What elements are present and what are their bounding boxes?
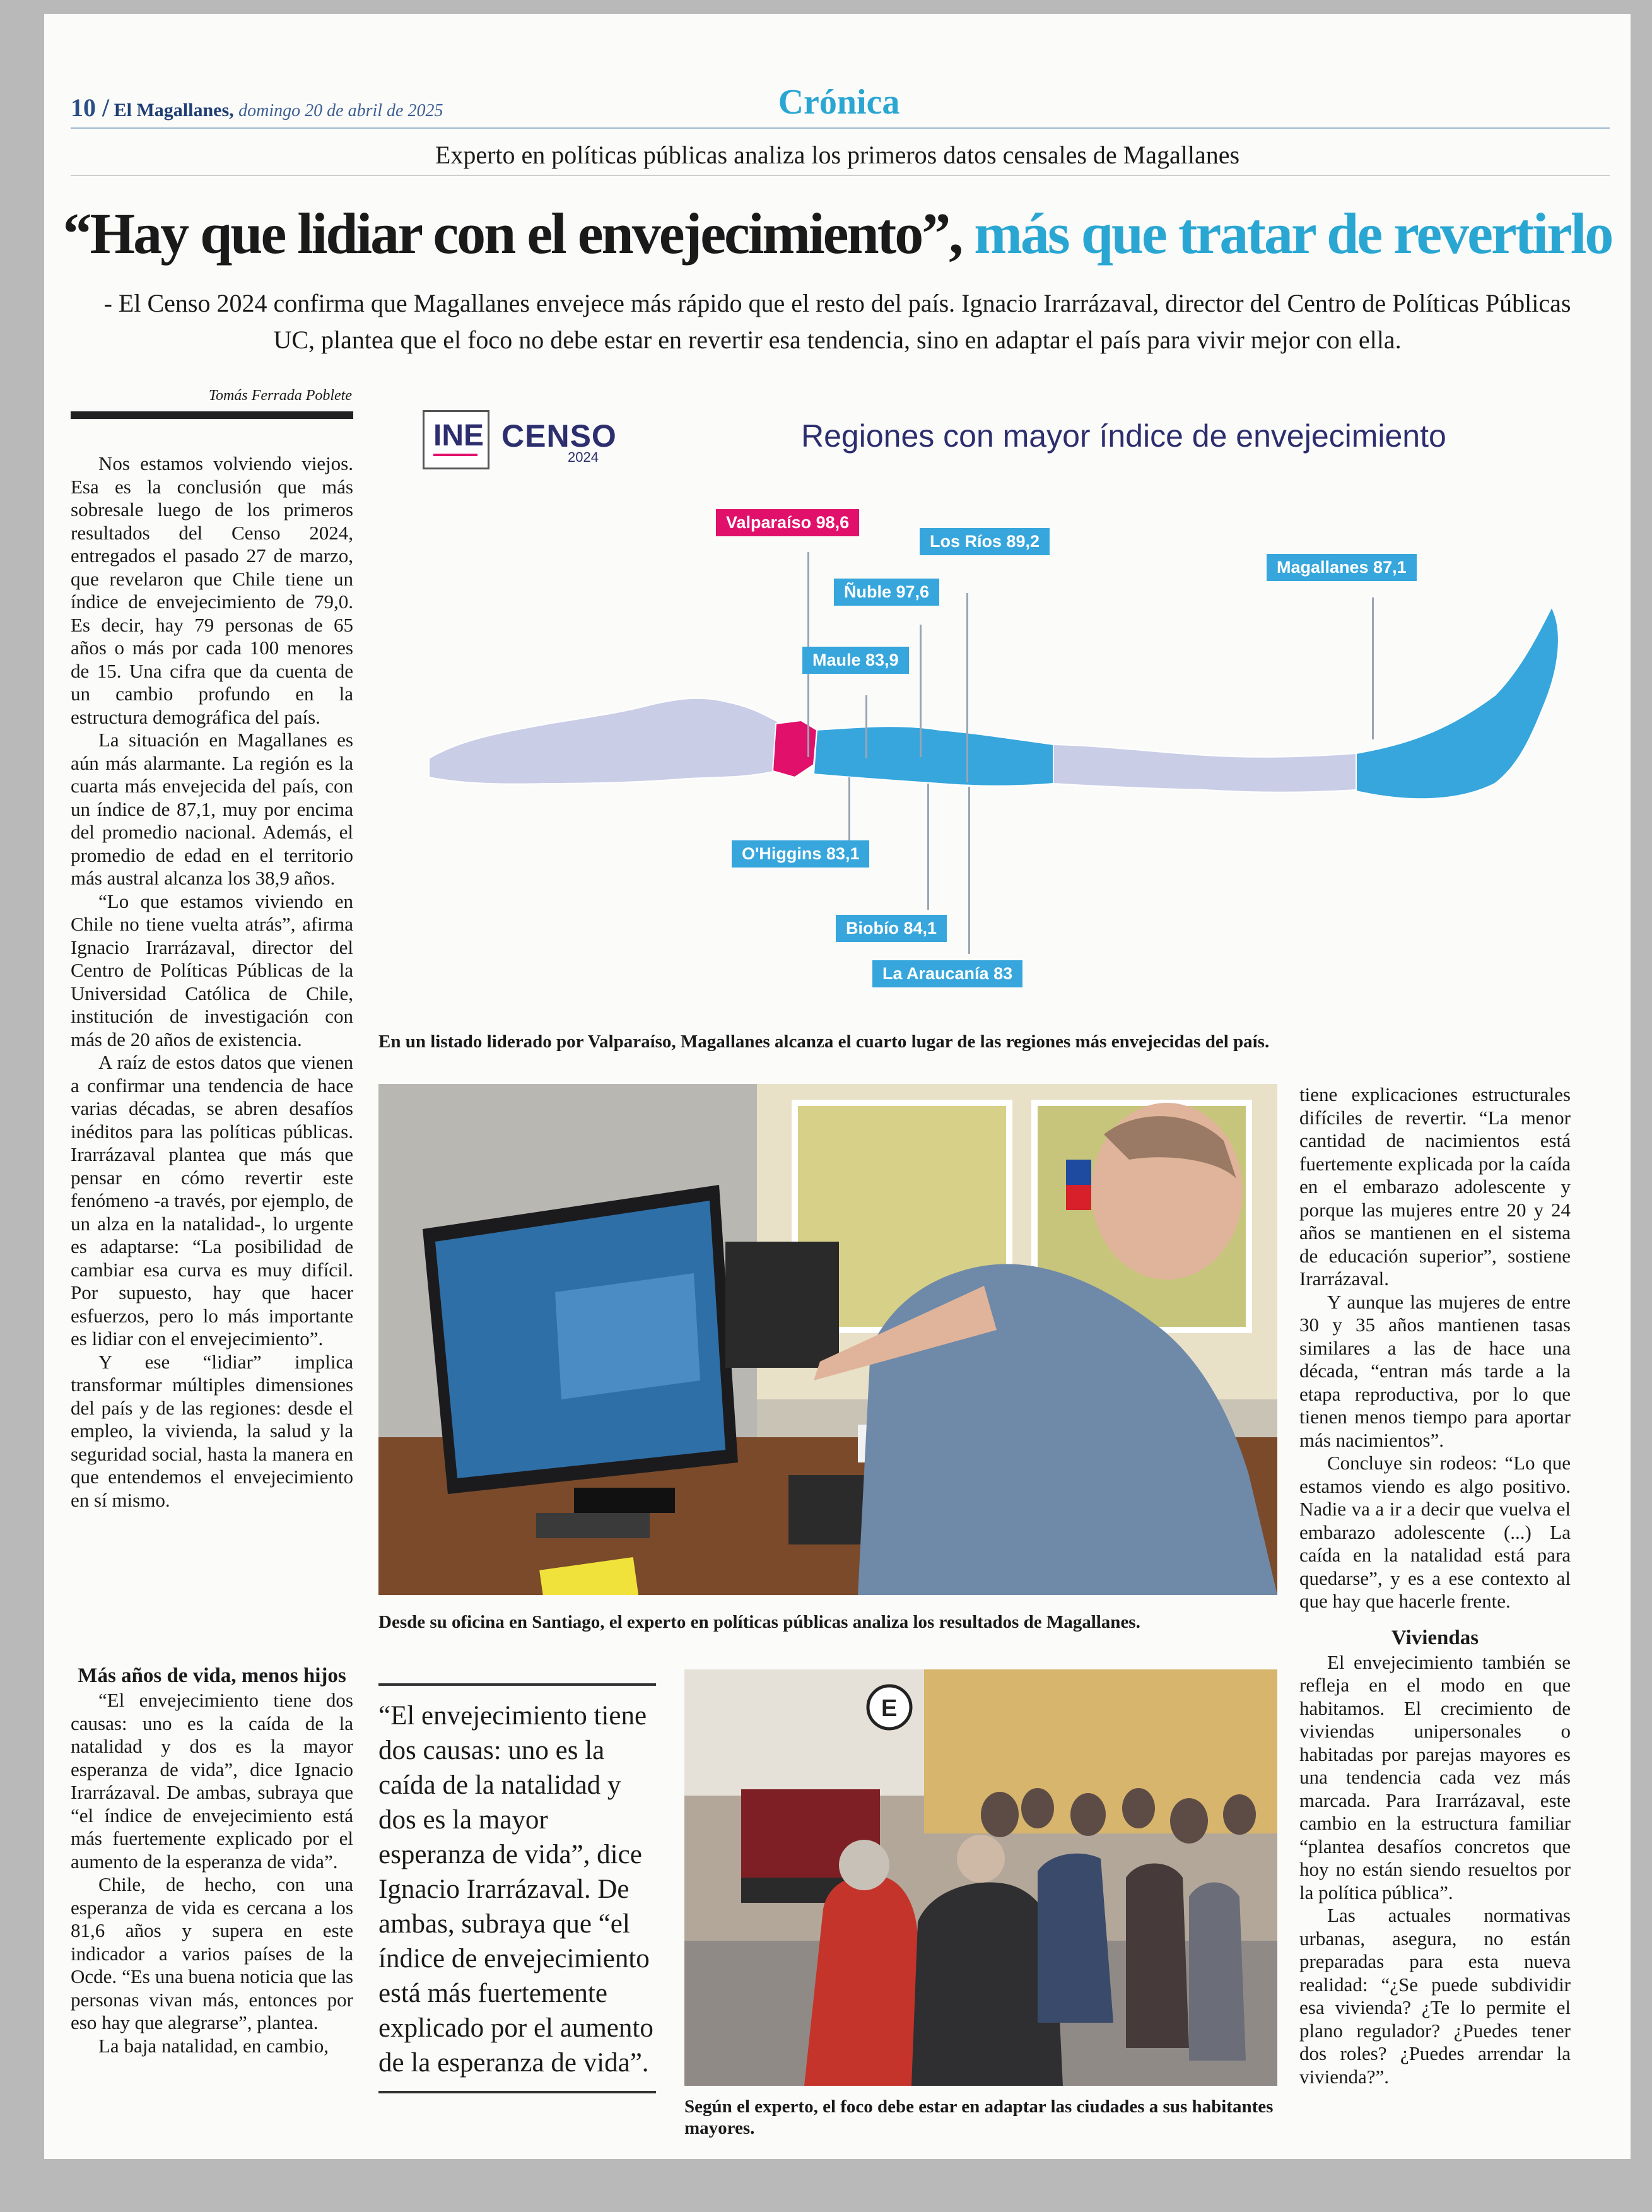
label-biobio: Biobío 84,1 bbox=[836, 915, 947, 942]
photo1-caption: Desde su oficina en Santiago, el experto en políticas públicas analiza los resultados de Magallanes. bbox=[378, 1612, 1140, 1632]
page-number: 10 / bbox=[71, 93, 110, 122]
leader-line bbox=[1372, 597, 1374, 739]
map-north bbox=[429, 698, 788, 784]
infographic-caption: En un listado liderado por Valparaíso, Magallanes alcanza el cuarto lugar de las regiones más envejecidas del país. bbox=[378, 1032, 1270, 1052]
paragraph: “Lo que estamos viviendo en Chile no tiene vuelta atrás”, afirma Ignacio Irarrázaval, director del Centro de Políticas Públicas de la Universidad Católica de Chile, institución de investigación con más de 20 años de existencia. bbox=[71, 890, 353, 1050]
label-magallanes: Magallanes 87,1 bbox=[1267, 554, 1417, 581]
censo-label: CENSO bbox=[501, 418, 617, 454]
label-ohiggins: O'Higgins 83,1 bbox=[732, 840, 869, 868]
byline: Tomás Ferrada Poblete bbox=[208, 387, 352, 404]
leader-line bbox=[927, 784, 929, 910]
label-maule: Maule 83,9 bbox=[802, 647, 909, 674]
subhead: Más años de vida, menos hijos bbox=[78, 1664, 346, 1687]
paragraph: Las actuales normativas urbanas, asegura, no están preparadas para esta nueva realidad: “¿Se puede subdividir esa vivienda? ¿Te lo permite el plano regulador? ¿Puedes tener dos roles? ¿Puedes arrendar la vivienda?”. bbox=[1299, 1904, 1571, 2088]
leader-line bbox=[968, 787, 970, 954]
paragraph: Chile, de hecho, con una esperanza de vida es cercana a los 81,6 años y supera en este indicador a varios países de la Ocde. “Es una buena noticia que las personas vivan más, entonces por eso hay que alegrarse”, plantea. bbox=[71, 1873, 353, 2033]
paragraph: tiene explicaciones estructurales difíciles de revertir. “La menor cantidad de nacimientos está fuertemente explicada por la caída en el embarazo adolescente y porque las mujeres entre 20 y 24 años se mantienen en el sistema de educación superior”, sostiene Irarrázaval. bbox=[1299, 1083, 1571, 1290]
newspaper-page bbox=[44, 14, 1631, 2159]
office-photo bbox=[378, 1084, 1277, 1595]
logo-stripe bbox=[433, 454, 477, 456]
map-magallanes bbox=[1356, 607, 1559, 799]
paragraph: A raíz de estos datos que vienen a confirmar una tendencia de hace varias décadas, se abren desafíos inéditos para las políticas públicas. Irarrázaval plantea que más que pensar en cómo revertir este fenómeno -a través, por ejemplo, de un alza en la natalidad-, lo urgente es adaptarse: “La posibilidad de cambiar esa curva es muy difícil. Por supuesto, hay que hacer esfuerzos, pero lo más importante es lidiar con el envejecimiento”. bbox=[71, 1051, 353, 1350]
paragraph: Nos estamos volviendo viejos. Esa es la conclusión que más sobresale luego de los primeros resultados del Censo 2024, entregados el pasado 27 de marzo, que revelaron que Chile tiene un índice de envejecimiento de 79,0. Es decir, hay 79 personas de 65 años o más por cada 100 menores de 15. Una cifra que da cuenta de un cambio profundo en la estructura demográfica del país. bbox=[71, 452, 353, 728]
column-1-bottom bbox=[71, 1664, 353, 2057]
paragraph: “El envejecimiento tiene dos causas: uno es la caída de la natalidad y dos es la mayor esperanza de vida”, dice Ignacio Irarrázaval. De ambas, subraya que “el índice de envejecimiento está más fuertemente explicado por el aumento de la esperanza de vida”. bbox=[71, 1689, 353, 1873]
headline-part2: más que tratar de revertirlo bbox=[974, 201, 1612, 266]
section-name: Crónica bbox=[778, 83, 900, 122]
leader-line bbox=[920, 625, 922, 757]
folio bbox=[71, 93, 443, 122]
pull-quote-rule-top bbox=[378, 1683, 656, 1686]
map-valparaiso bbox=[773, 721, 817, 777]
paragraph: Y ese “lidiar” implica transformar múltiples dimensiones del país y de las regiones: desde el empleo, la vivienda, la salud y la seguridad social, hasta la manera en que entendemos el envejecimiento en sí mismo. bbox=[71, 1350, 353, 1511]
paper-name: El Magallanes, bbox=[114, 100, 234, 121]
censo-year: 2024 bbox=[568, 449, 599, 465]
paragraph: Y aunque las mujeres de entre 30 y 35 años mantienen tasas similares a las de hace una década, “entran más tarde a la etapa reproductiva, por lo que tienen menos tiempo para aportar más nacimientos”. bbox=[1299, 1290, 1571, 1451]
map-south bbox=[1053, 744, 1356, 792]
paragraph: Concluye sin rodeos: “Lo que estamos viendo es algo positivo. Nadie va a ir a decir que vuelva el embarazo adolescente (...) La caída en la natalidad está para quedarse”, y es a ese contexto al que hay que hacerle frente. bbox=[1299, 1452, 1571, 1612]
label-valparaiso: Valparaíso 98,6 bbox=[716, 509, 859, 536]
infographic-title: Regiones con mayor índice de envejecimiento bbox=[801, 418, 1446, 454]
label-los-rios: Los Ríos 89,2 bbox=[920, 528, 1050, 555]
lead-paragraph: - El Censo 2024 confirma que Magallanes envejece más rápido que el resto del país. Ignacio Irarrázaval, director del Centro de Políticas Públicas UC, plantea que el foco no debe estar en revertir esa tendencia, sino en adaptar el país para vivir mejor con ella. bbox=[103, 289, 1571, 354]
subhead: Viviendas bbox=[1391, 1626, 1479, 1649]
issue-date: domingo 20 de abril de 2025 bbox=[238, 101, 443, 121]
chile-map bbox=[423, 506, 1608, 859]
masthead-rule bbox=[71, 127, 1610, 129]
headline-part1: “Hay que lidiar con el envejecimiento”, bbox=[62, 201, 962, 266]
ine-logo-text: INE bbox=[433, 419, 484, 452]
pull-quote: “El envejecimiento tiene dos causas: uno es la caída de la natalidad y dos es la mayor esperanza de vida”, dice Ignacio Irarrázaval. De ambas, subraya que “el índice de envejecimiento está más fuertemente explicado por el aumento de la esperanza de vida”. bbox=[378, 1701, 653, 2078]
paragraph: La baja natalidad, en cambio, bbox=[98, 2034, 329, 2057]
paragraph: La situación en Magallanes es aún más alarmante. La región es la cuarta más envejecida del país, con un índice de 87,1, muy por encima del promedio nacional. Además, el promedio de edad en el territorio más austral alcanza los 38,9 años. bbox=[71, 729, 353, 889]
kicker: Experto en políticas públicas analiza los primeros datos censales de Magallanes bbox=[435, 141, 1240, 169]
label-araucania: La Araucanía 83 bbox=[872, 960, 1022, 987]
leader-line bbox=[865, 695, 867, 758]
pull-quote-rule-bottom bbox=[378, 2091, 656, 2093]
kicker-rule bbox=[71, 175, 1610, 176]
byline-rule bbox=[71, 411, 353, 419]
parking-sign-letter: E bbox=[881, 1695, 898, 1722]
headline bbox=[44, 200, 1631, 267]
leader-line bbox=[848, 777, 850, 844]
column-1-top bbox=[71, 452, 353, 1512]
street-photo bbox=[684, 1669, 1277, 2086]
label-nuble: Ñuble 97,6 bbox=[834, 579, 939, 606]
column-3 bbox=[1299, 1083, 1571, 2088]
paragraph: El envejecimiento también se refleja en el modo en que habitamos. El crecimiento de viviendas unipersonales o habitadas por parejas mayores es una tendencia cada vez más marcada. Para Irarrázaval, este cambio en la estructura familiar “plantea desafíos concretos que hoy no están siendo resueltos por la política pública”. bbox=[1299, 1650, 1571, 1903]
photo2-caption: Según el experto, el foco debe estar en adaptar las ciudades a sus habitantes mayores. bbox=[684, 2097, 1274, 2138]
ine-logo bbox=[423, 410, 489, 469]
leader-line bbox=[966, 593, 968, 782]
